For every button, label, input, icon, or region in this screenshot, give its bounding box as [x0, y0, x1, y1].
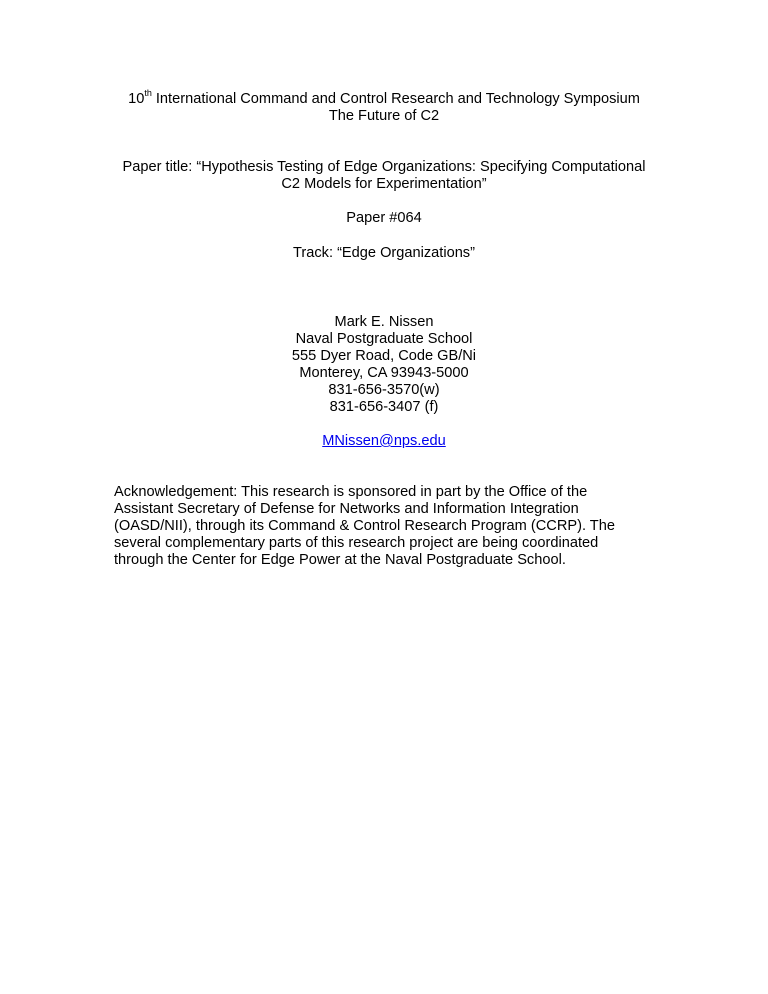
acknowledgement-line: through the Center for Edge Power at the Naval Postgraduate School. — [114, 552, 566, 568]
conference-name: International Command and Control Research and Technology Symposium — [151, 91, 640, 107]
conference-header — [0, 88, 768, 125]
acknowledgement-line: (OASD/NII), through its Command & Control Research Program (CCRP). The — [114, 518, 615, 534]
conference-ordinal-suffix: th — [144, 88, 152, 99]
conference-theme: The Future of C2 — [328, 108, 440, 124]
paper-track-text: Track: “Edge Organizations” — [293, 245, 475, 261]
paper-title-line-1: Paper title: “Hypothesis Testing of Edge Organizations: Specifying Computational — [122, 159, 646, 175]
acknowledgement-line: Assistant Secretary of Defense for Networks and Information Integration — [114, 501, 579, 517]
author-address: 555 Dyer Road, Code GB/Ni — [291, 348, 477, 364]
conference-title — [0, 88, 768, 108]
paper-title — [0, 159, 768, 193]
paper-title-line-2: C2 Models for Experimentation” — [281, 176, 487, 192]
author-name: Mark E. Nissen — [334, 314, 434, 330]
paper-number — [0, 210, 768, 227]
paper-track — [0, 245, 768, 262]
author-institution: Naval Postgraduate School — [295, 331, 473, 347]
author-email-row — [0, 433, 768, 450]
author-city: Monterey, CA 93943-5000 — [299, 365, 469, 381]
author-phone-fax: 831-656-3407 (f) — [329, 399, 439, 415]
acknowledgement-line: several complementary parts of this research project are being coordinated — [114, 535, 599, 551]
author-email-link[interactable]: MNissen@nps.edu — [322, 433, 446, 449]
conference-number: 10 — [128, 91, 145, 107]
author-phone-work: 831-656-3570(w) — [328, 382, 440, 398]
acknowledgement-paragraph — [114, 484, 674, 569]
paper-number-text: Paper #064 — [346, 210, 422, 226]
author-block — [0, 314, 768, 416]
acknowledgement-line: Acknowledgement: This research is sponsored in part by the Office of the — [114, 484, 588, 500]
